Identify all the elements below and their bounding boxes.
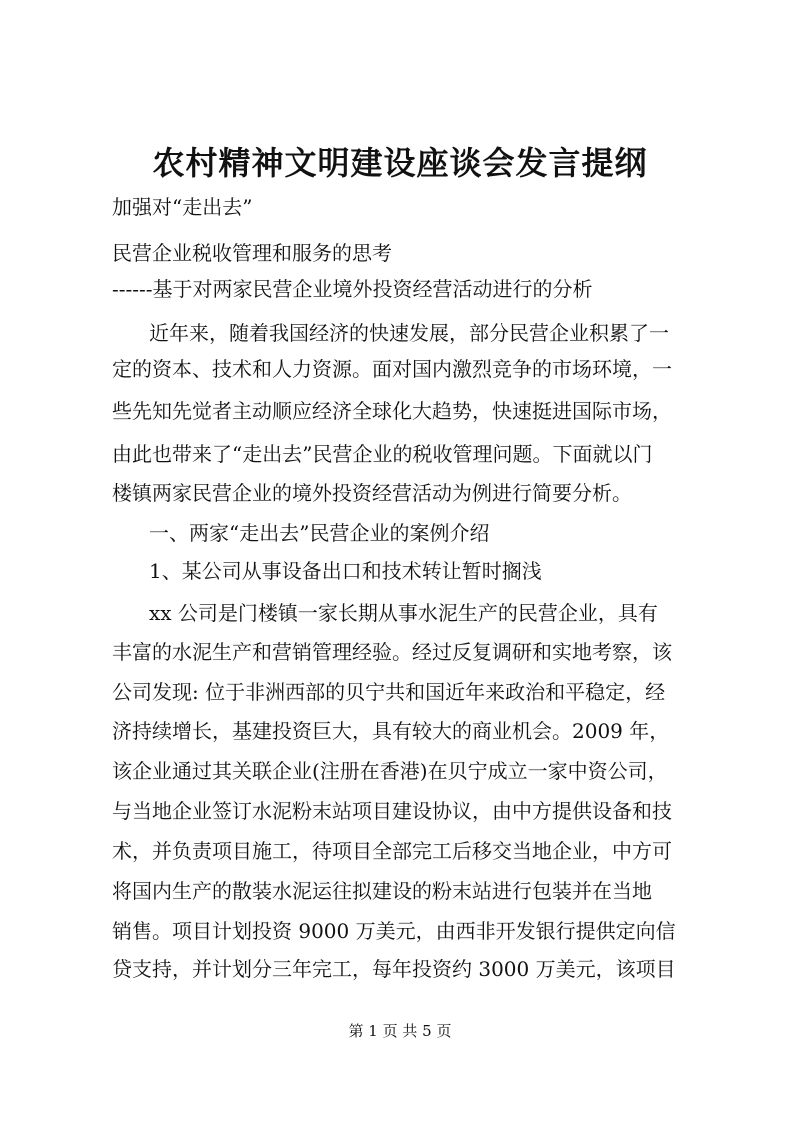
subtitle-line-1: 加强对“走出去”	[112, 195, 253, 219]
paragraph-line: xx 公司是门楼镇一家长期从事水泥生产的民营企业，具有	[149, 601, 658, 625]
paragraph-line: 近年来，随着我国经济的快速发展，部分民营企业积累了一	[149, 321, 669, 345]
section-heading: 一、两家“走出去”民营企业的案例介绍	[149, 521, 490, 545]
paragraph-line: 术，并负责项目施工，待项目全部完工后移交当地企业，中方可	[112, 839, 672, 863]
paragraph-line: 销售。项目计划投资 9000 万美元，由西非开发银行提供定向信	[112, 919, 676, 943]
paragraph-line: 该企业通过其关联企业(注册在香港)在贝宁成立一家中资公司，	[112, 759, 668, 783]
paragraph-line: 公司发现: 位于非洲西部的贝宁共和国近年来政治和平稳定，经	[112, 680, 666, 704]
paragraph-line: 济持续增长，基建投资巨大，具有较大的商业机会。2009 年，	[112, 719, 670, 743]
page-footer: 第 1 页 共 5 页	[348, 1022, 452, 1040]
subtitle-line-3: ------基于对两家民营企业境外投资经营活动进行的分析	[112, 277, 593, 301]
paragraph-line: 楼镇两家民营企业的境外投资经营活动为例进行简要分析。	[112, 481, 632, 505]
paragraph-line: 定的资本、技术和人力资源。面对国内激烈竞争的市场环境，一	[112, 357, 672, 381]
paragraph-line: 与当地企业签订水泥粉末站项目建设协议，由中方提供设备和技	[112, 799, 672, 823]
paragraph-line: 些先知先觉者主动顺应经济全球化大趋势，快速挺进国际市场，	[112, 399, 672, 423]
subtitle-line-2: 民营企业税收管理和服务的思考	[112, 241, 392, 265]
paragraph-line: 丰富的水泥生产和营销管理经验。经过反复调研和实地考察，该	[112, 640, 672, 664]
document-title: 农村精神文明建设座谈会发言提纲	[152, 144, 648, 182]
paragraph-line: 将国内生产的散装水泥运往拟建设的粉末站进行包装并在当地	[112, 879, 652, 903]
subsection-heading: 1、某公司从事设备出口和技术转让暂时搁浅	[149, 559, 542, 583]
paragraph-line: 由此也带来了“走出去”民营企业的税收管理问题。下面就以门	[112, 442, 653, 466]
paragraph-line: 贷支持，并计划分三年完工，每年投资约 3000 万美元，该项目	[112, 957, 676, 981]
